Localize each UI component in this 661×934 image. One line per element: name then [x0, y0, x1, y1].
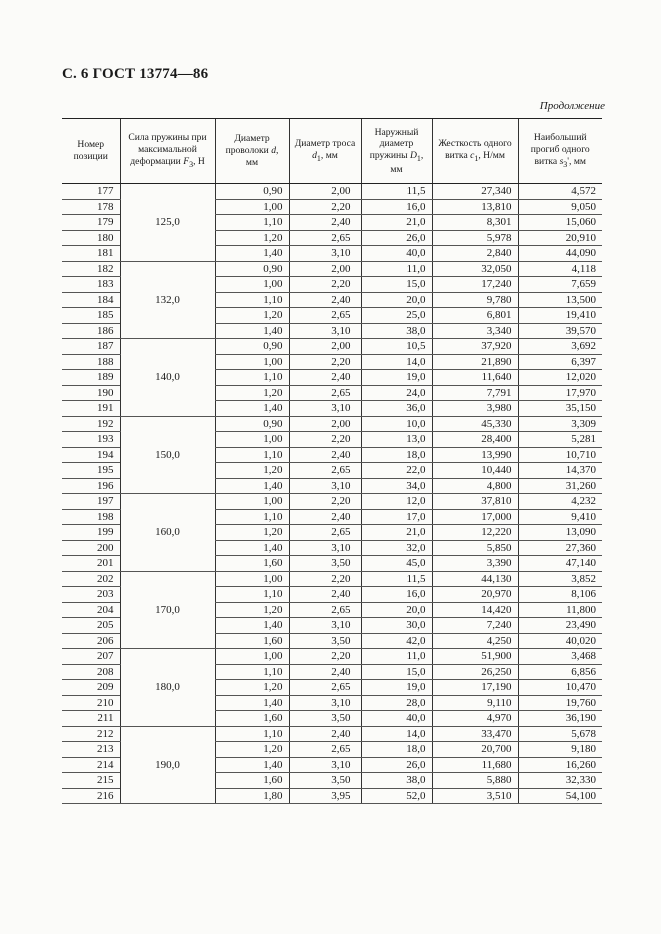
header-outer-diameter: Наружный диаметр пружины $D_1$, мм [361, 119, 432, 184]
table-header-row [62, 119, 602, 184]
table-cell: 27,340 [432, 184, 518, 200]
table-cell: 36,0 [361, 401, 432, 417]
continuation-label: Продолжение [539, 100, 605, 112]
table-cell: 1,80 [215, 788, 289, 804]
table-row [62, 649, 602, 665]
table-cell: 16,0 [361, 199, 432, 215]
table-cell: 37,920 [432, 339, 518, 355]
table-cell: 45,0 [361, 556, 432, 572]
table-cell: 3,10 [289, 323, 361, 339]
table-cell: 11,680 [432, 757, 518, 773]
table-cell: 38,0 [361, 773, 432, 789]
table-cell: 9,180 [518, 742, 602, 758]
table-cell: 15,060 [518, 215, 602, 231]
table-cell: 47,140 [518, 556, 602, 572]
cell-force: 150,0 [120, 416, 215, 494]
cell-force: 190,0 [120, 726, 215, 804]
table-cell: 40,0 [361, 246, 432, 262]
table-cell: 2,40 [289, 292, 361, 308]
table-cell: 8,106 [518, 587, 602, 603]
table-cell: 8,301 [432, 215, 518, 231]
table-cell: 2,40 [289, 726, 361, 742]
cell-position: 189 [62, 370, 120, 386]
table-cell: 51,900 [432, 649, 518, 665]
table-cell: 35,150 [518, 401, 602, 417]
cell-force: 132,0 [120, 261, 215, 339]
table-cell: 12,020 [518, 370, 602, 386]
table-cell: 2,65 [289, 742, 361, 758]
table-cell: 11,0 [361, 649, 432, 665]
table-cell: 14,420 [432, 602, 518, 618]
table-cell: 3,10 [289, 540, 361, 556]
table-cell: 3,50 [289, 556, 361, 572]
cell-position: 207 [62, 649, 120, 665]
table-cell: 1,10 [215, 292, 289, 308]
table-row [62, 494, 602, 510]
cell-position: 202 [62, 571, 120, 587]
table-cell: 13,500 [518, 292, 602, 308]
header-wire-diameter: Диаметр проволоки d, мм [215, 119, 289, 184]
cell-force: 180,0 [120, 649, 215, 727]
table-cell: 13,810 [432, 199, 518, 215]
table-cell: 2,840 [432, 246, 518, 262]
cell-position: 208 [62, 664, 120, 680]
table-cell: 11,5 [361, 571, 432, 587]
cell-position: 216 [62, 788, 120, 804]
table-cell: 19,0 [361, 680, 432, 696]
table-body [62, 184, 602, 804]
table-cell: 20,0 [361, 602, 432, 618]
table-cell: 14,0 [361, 726, 432, 742]
table-cell: 2,65 [289, 230, 361, 246]
table-cell: 16,260 [518, 757, 602, 773]
table-cell: 1,20 [215, 525, 289, 541]
table-cell: 4,118 [518, 261, 602, 277]
table-cell: 3,309 [518, 416, 602, 432]
table-cell: 18,0 [361, 447, 432, 463]
table-cell: 2,40 [289, 447, 361, 463]
table-cell: 27,360 [518, 540, 602, 556]
table-cell: 6,801 [432, 308, 518, 324]
table-cell: 6,856 [518, 664, 602, 680]
table-cell: 13,990 [432, 447, 518, 463]
cell-position: 181 [62, 246, 120, 262]
table-cell: 25,0 [361, 308, 432, 324]
table-cell: 30,0 [361, 618, 432, 634]
cell-position: 210 [62, 695, 120, 711]
cell-force: 140,0 [120, 339, 215, 417]
table-cell: 2,65 [289, 602, 361, 618]
table-cell: 1,20 [215, 230, 289, 246]
table-cell: 38,0 [361, 323, 432, 339]
table-cell: 3,340 [432, 323, 518, 339]
table-cell: 17,0 [361, 509, 432, 525]
table-cell: 32,0 [361, 540, 432, 556]
table-cell: 17,190 [432, 680, 518, 696]
table-cell: 1,40 [215, 401, 289, 417]
table-cell: 9,050 [518, 199, 602, 215]
cell-position: 182 [62, 261, 120, 277]
table-cell: 1,00 [215, 277, 289, 293]
table-cell: 36,190 [518, 711, 602, 727]
table-cell: 5,678 [518, 726, 602, 742]
table-cell: 4,572 [518, 184, 602, 200]
cell-position: 209 [62, 680, 120, 696]
table-cell: 10,710 [518, 447, 602, 463]
table-cell: 15,0 [361, 277, 432, 293]
table-cell: 16,0 [361, 587, 432, 603]
table-cell: 1,10 [215, 215, 289, 231]
table-cell: 0,90 [215, 261, 289, 277]
cell-position: 188 [62, 354, 120, 370]
table-cell: 1,40 [215, 618, 289, 634]
table-cell: 12,0 [361, 494, 432, 510]
table-cell: 3,50 [289, 633, 361, 649]
table-cell: 13,0 [361, 432, 432, 448]
table-cell: 45,330 [432, 416, 518, 432]
table-cell: 3,10 [289, 618, 361, 634]
table-cell: 7,659 [518, 277, 602, 293]
cell-position: 205 [62, 618, 120, 634]
table-cell: 17,000 [432, 509, 518, 525]
cell-position: 197 [62, 494, 120, 510]
table-cell: 3,10 [289, 695, 361, 711]
table-cell: 2,40 [289, 587, 361, 603]
table-cell: 4,232 [518, 494, 602, 510]
table-cell: 20,910 [518, 230, 602, 246]
table-cell: 1,40 [215, 757, 289, 773]
table-cell: 2,20 [289, 354, 361, 370]
cell-position: 200 [62, 540, 120, 556]
table-cell: 33,470 [432, 726, 518, 742]
table-cell: 4,970 [432, 711, 518, 727]
table-cell: 19,410 [518, 308, 602, 324]
table-cell: 1,10 [215, 587, 289, 603]
cell-position: 192 [62, 416, 120, 432]
table-cell: 28,0 [361, 695, 432, 711]
table-cell: 1,10 [215, 370, 289, 386]
table-cell: 32,050 [432, 261, 518, 277]
table-cell: 4,250 [432, 633, 518, 649]
table-cell: 3,10 [289, 246, 361, 262]
table-cell: 21,0 [361, 525, 432, 541]
table-cell: 0,90 [215, 416, 289, 432]
table-cell: 9,110 [432, 695, 518, 711]
table-cell: 4,800 [432, 478, 518, 494]
table-cell: 2,65 [289, 308, 361, 324]
table-cell: 1,60 [215, 773, 289, 789]
table-cell: 21,890 [432, 354, 518, 370]
table-row [62, 339, 602, 355]
table-cell: 3,95 [289, 788, 361, 804]
table-cell: 5,880 [432, 773, 518, 789]
table-cell: 1,00 [215, 649, 289, 665]
table-cell: 1,00 [215, 494, 289, 510]
cell-position: 204 [62, 602, 120, 618]
table-cell: 2,20 [289, 432, 361, 448]
table-cell: 0,90 [215, 339, 289, 355]
table-cell: 5,850 [432, 540, 518, 556]
cell-position: 178 [62, 199, 120, 215]
table-cell: 2,00 [289, 339, 361, 355]
cell-position: 184 [62, 292, 120, 308]
table-cell: 11,800 [518, 602, 602, 618]
table-cell: 31,260 [518, 478, 602, 494]
table-cell: 0,90 [215, 184, 289, 200]
cell-position: 206 [62, 633, 120, 649]
table-cell: 1,10 [215, 509, 289, 525]
header-max-deflection: Наибольший прогиб одного витка $s_3'$, мм [518, 119, 602, 184]
table-cell: 1,40 [215, 323, 289, 339]
table-cell: 1,20 [215, 308, 289, 324]
cell-position: 199 [62, 525, 120, 541]
table-cell: 1,00 [215, 432, 289, 448]
cell-position: 194 [62, 447, 120, 463]
table-cell: 10,440 [432, 463, 518, 479]
table-cell: 2,20 [289, 571, 361, 587]
table-cell: 1,40 [215, 540, 289, 556]
table-cell: 5,281 [518, 432, 602, 448]
table-cell: 15,0 [361, 664, 432, 680]
table-row [62, 416, 602, 432]
table-cell: 2,20 [289, 199, 361, 215]
cell-position: 213 [62, 742, 120, 758]
table-cell: 34,0 [361, 478, 432, 494]
header-force: Сила пружины при максимальной деформации $F_3$, Н [120, 119, 215, 184]
cell-position: 187 [62, 339, 120, 355]
table-cell: 22,0 [361, 463, 432, 479]
table-cell: 1,00 [215, 571, 289, 587]
table-cell: 3,390 [432, 556, 518, 572]
table-cell: 1,20 [215, 385, 289, 401]
table-cell: 17,240 [432, 277, 518, 293]
cell-force: 160,0 [120, 494, 215, 572]
cell-position: 212 [62, 726, 120, 742]
cell-position: 185 [62, 308, 120, 324]
table-cell: 3,510 [432, 788, 518, 804]
table-cell: 1,20 [215, 602, 289, 618]
table-cell: 2,40 [289, 509, 361, 525]
cell-position: 177 [62, 184, 120, 200]
cell-position: 215 [62, 773, 120, 789]
cell-position: 186 [62, 323, 120, 339]
cell-force: 125,0 [120, 184, 215, 262]
table-cell: 3,50 [289, 711, 361, 727]
table-cell: 1,20 [215, 680, 289, 696]
table-cell: 2,20 [289, 494, 361, 510]
table-cell: 1,10 [215, 664, 289, 680]
table-cell: 2,65 [289, 385, 361, 401]
table-cell: 1,00 [215, 354, 289, 370]
table-cell: 19,760 [518, 695, 602, 711]
table-cell: 26,0 [361, 757, 432, 773]
table-cell: 3,10 [289, 757, 361, 773]
table-row [62, 726, 602, 742]
table-cell: 14,370 [518, 463, 602, 479]
table-cell: 3,10 [289, 401, 361, 417]
table-cell: 2,40 [289, 215, 361, 231]
table-cell: 3,852 [518, 571, 602, 587]
table-cell: 9,410 [518, 509, 602, 525]
cell-position: 201 [62, 556, 120, 572]
table-cell: 2,00 [289, 184, 361, 200]
table-cell: 39,570 [518, 323, 602, 339]
table-cell: 10,5 [361, 339, 432, 355]
cell-position: 196 [62, 478, 120, 494]
table-cell: 7,791 [432, 385, 518, 401]
table-cell: 3,692 [518, 339, 602, 355]
cell-position: 183 [62, 277, 120, 293]
table-cell: 3,468 [518, 649, 602, 665]
table-cell: 1,40 [215, 695, 289, 711]
table-cell: 2,65 [289, 525, 361, 541]
table-cell: 28,400 [432, 432, 518, 448]
table-cell: 42,0 [361, 633, 432, 649]
table-cell: 26,250 [432, 664, 518, 680]
cell-position: 211 [62, 711, 120, 727]
table-cell: 37,810 [432, 494, 518, 510]
header-cable-diameter: Диаметр троса $d_1$, мм [289, 119, 361, 184]
table-cell: 44,090 [518, 246, 602, 262]
table-cell: 2,65 [289, 463, 361, 479]
table-row [62, 571, 602, 587]
table-cell: 40,0 [361, 711, 432, 727]
table-cell: 14,0 [361, 354, 432, 370]
table-cell: 23,490 [518, 618, 602, 634]
table-cell: 2,00 [289, 416, 361, 432]
table-cell: 2,40 [289, 664, 361, 680]
table-cell: 13,090 [518, 525, 602, 541]
table-cell: 12,220 [432, 525, 518, 541]
table-cell: 10,470 [518, 680, 602, 696]
cell-position: 180 [62, 230, 120, 246]
table-cell: 1,10 [215, 447, 289, 463]
table-cell: 3,10 [289, 478, 361, 494]
table-cell: 11,5 [361, 184, 432, 200]
table-cell: 17,970 [518, 385, 602, 401]
table-cell: 32,330 [518, 773, 602, 789]
table-cell: 1,40 [215, 246, 289, 262]
table-cell: 6,397 [518, 354, 602, 370]
table-cell: 20,970 [432, 587, 518, 603]
table-cell: 11,0 [361, 261, 432, 277]
cell-position: 214 [62, 757, 120, 773]
table-cell: 11,640 [432, 370, 518, 386]
table-cell: 7,240 [432, 618, 518, 634]
springs-table [62, 118, 602, 804]
table-cell: 26,0 [361, 230, 432, 246]
cell-position: 198 [62, 509, 120, 525]
table-cell: 1,40 [215, 478, 289, 494]
table-cell: 1,60 [215, 711, 289, 727]
table-row [62, 261, 602, 277]
table-cell: 1,10 [215, 726, 289, 742]
table-cell: 1,20 [215, 463, 289, 479]
table-row [62, 184, 602, 200]
table-cell: 1,60 [215, 633, 289, 649]
table-cell: 54,100 [518, 788, 602, 804]
table-cell: 2,40 [289, 370, 361, 386]
table-cell: 21,0 [361, 215, 432, 231]
table-cell: 2,20 [289, 649, 361, 665]
table-cell: 20,700 [432, 742, 518, 758]
table-cell: 10,0 [361, 416, 432, 432]
table-cell: 24,0 [361, 385, 432, 401]
table-cell: 19,0 [361, 370, 432, 386]
table-cell: 2,65 [289, 680, 361, 696]
table-cell: 20,0 [361, 292, 432, 308]
cell-position: 190 [62, 385, 120, 401]
cell-force: 170,0 [120, 571, 215, 649]
header-position: Номер позиции [62, 119, 120, 184]
cell-position: 191 [62, 401, 120, 417]
cell-position: 203 [62, 587, 120, 603]
table-cell: 18,0 [361, 742, 432, 758]
table-cell: 2,00 [289, 261, 361, 277]
cell-position: 195 [62, 463, 120, 479]
table-cell: 5,978 [432, 230, 518, 246]
table-cell: 52,0 [361, 788, 432, 804]
cell-position: 193 [62, 432, 120, 448]
table-cell: 9,780 [432, 292, 518, 308]
table-cell: 44,130 [432, 571, 518, 587]
table-cell: 40,020 [518, 633, 602, 649]
table-cell: 2,20 [289, 277, 361, 293]
table-cell: 3,50 [289, 773, 361, 789]
header-stiffness: Жесткость одного витка $c_1$, Н/мм [432, 119, 518, 184]
cell-position: 179 [62, 215, 120, 231]
table-cell: 1,20 [215, 742, 289, 758]
table-cell: 3,980 [432, 401, 518, 417]
page-title: С. 6 ГОСТ 13774—86 [62, 66, 209, 82]
table-cell: 1,00 [215, 199, 289, 215]
table-cell: 1,60 [215, 556, 289, 572]
